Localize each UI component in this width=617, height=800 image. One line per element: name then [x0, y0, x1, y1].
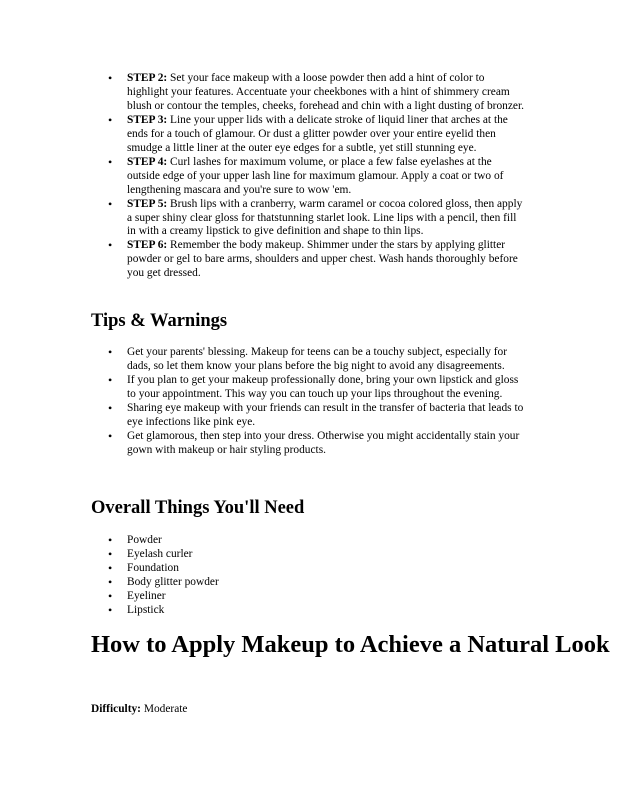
bullet-icon: •	[108, 400, 113, 415]
thing-text: Lipstick	[127, 603, 165, 616]
bullet-icon: •	[108, 112, 113, 127]
things-list	[0, 534, 617, 618]
tip-text: Get glamorous, then step into your dress. Otherwise you might accidentally stain your gown with makeup or hair styling products.	[127, 429, 520, 456]
difficulty-value: Moderate	[140, 703, 188, 715]
list-item	[0, 562, 617, 576]
list-item	[0, 576, 617, 590]
step-label: STEP 2:	[127, 72, 168, 84]
step-label: STEP 3:	[127, 113, 168, 126]
things-heading: Overall Things You'll Need	[91, 498, 305, 518]
list-item	[0, 346, 617, 374]
thing-text: Eyeliner	[127, 589, 166, 602]
tip-text: Get your parents' blessing. Makeup for teens can be a touchy subject, especially for dads, so let them know your plans before the big night to avoid any disagreements.	[127, 346, 508, 372]
bullet-icon: •	[108, 372, 113, 387]
step-text: Curl lashes for maximum volume, or place a few false eyelashes at the outside edge of your upper lash line for maximum glamour. Apply a coat or two of lengthening mascara and you're sure to wow 'em.	[127, 155, 504, 196]
list-item	[0, 239, 617, 281]
thing-text: Powder	[127, 534, 162, 546]
list-item	[0, 548, 617, 562]
bullet-icon: •	[108, 546, 113, 561]
bullet-icon: •	[108, 71, 113, 85]
bullet-icon: •	[108, 574, 113, 589]
bullet-icon: •	[108, 428, 113, 443]
bullet-icon: •	[108, 588, 113, 603]
tips-list	[0, 346, 617, 458]
bullet-icon: •	[108, 238, 113, 253]
step-text: Line your upper lids with a delicate stroke of liquid liner that arches at the ends for a touch of glamour. Or dust a glitter powder over your entire eyelid then smudge a little liner at the outer eye edges for a subtle, yet still stunning eye.	[127, 113, 508, 154]
list-item	[0, 198, 617, 240]
tips-heading: Tips & Warnings	[91, 311, 228, 331]
bullet-icon: •	[108, 602, 113, 617]
list-item	[0, 402, 617, 430]
list-item	[0, 430, 617, 458]
step-text: Remember the body makeup. Shimmer under the stars by applying glitter powder or gel to bare arms, shoulders and upper chest. Wash hands thoroughly before you get dressed.	[127, 239, 518, 280]
step-label: STEP 4:	[127, 155, 168, 168]
bullet-icon: •	[108, 196, 113, 211]
step-text: Brush lips with a cranberry, warm caramel or cocoa colored gloss, then apply a super shiny clear gloss for thatstunning starlet look. Line lips with a pencil, then fill in with a creamy lipstick to give definition and shape to thin lips.	[127, 197, 523, 238]
list-item	[0, 590, 617, 604]
step-label: STEP 5:	[127, 197, 168, 210]
list-item	[0, 72, 617, 114]
tip-text: Sharing eye makeup with your friends can result in the transfer of bacteria that leads to eye infections like pink eye.	[127, 401, 524, 428]
step-text: Set your face makeup with a loose powder then add a hint of color to highlight your features. Accentuate your cheekbones with a hint of shimmery cream blush or contour the temples, cheeks, forehead and chin with a light dusting of bronzer.	[127, 72, 524, 112]
thing-text: Body glitter powder	[127, 575, 219, 588]
bullet-icon: •	[108, 560, 113, 575]
bullet-icon: •	[108, 154, 113, 169]
steps-list	[0, 72, 617, 281]
difficulty-line	[91, 702, 187, 716]
list-item	[0, 374, 617, 402]
article-title: How to Apply Makeup to Achieve a Natural Look	[91, 631, 610, 658]
thing-text: Eyelash curler	[127, 547, 193, 560]
list-item	[0, 114, 617, 156]
tip-text: If you plan to get your makeup professionally done, bring your own lipstick and gloss to your appointment. This way you can touch up your lips throughout the evening.	[127, 373, 519, 400]
list-item	[0, 604, 617, 618]
list-item	[0, 156, 617, 198]
bullet-icon: •	[108, 533, 113, 547]
bullet-icon: •	[108, 345, 113, 359]
list-item	[0, 534, 617, 548]
step-label: STEP 6:	[127, 239, 168, 252]
difficulty-label: Difficulty:	[91, 703, 141, 715]
thing-text: Foundation	[127, 561, 179, 574]
